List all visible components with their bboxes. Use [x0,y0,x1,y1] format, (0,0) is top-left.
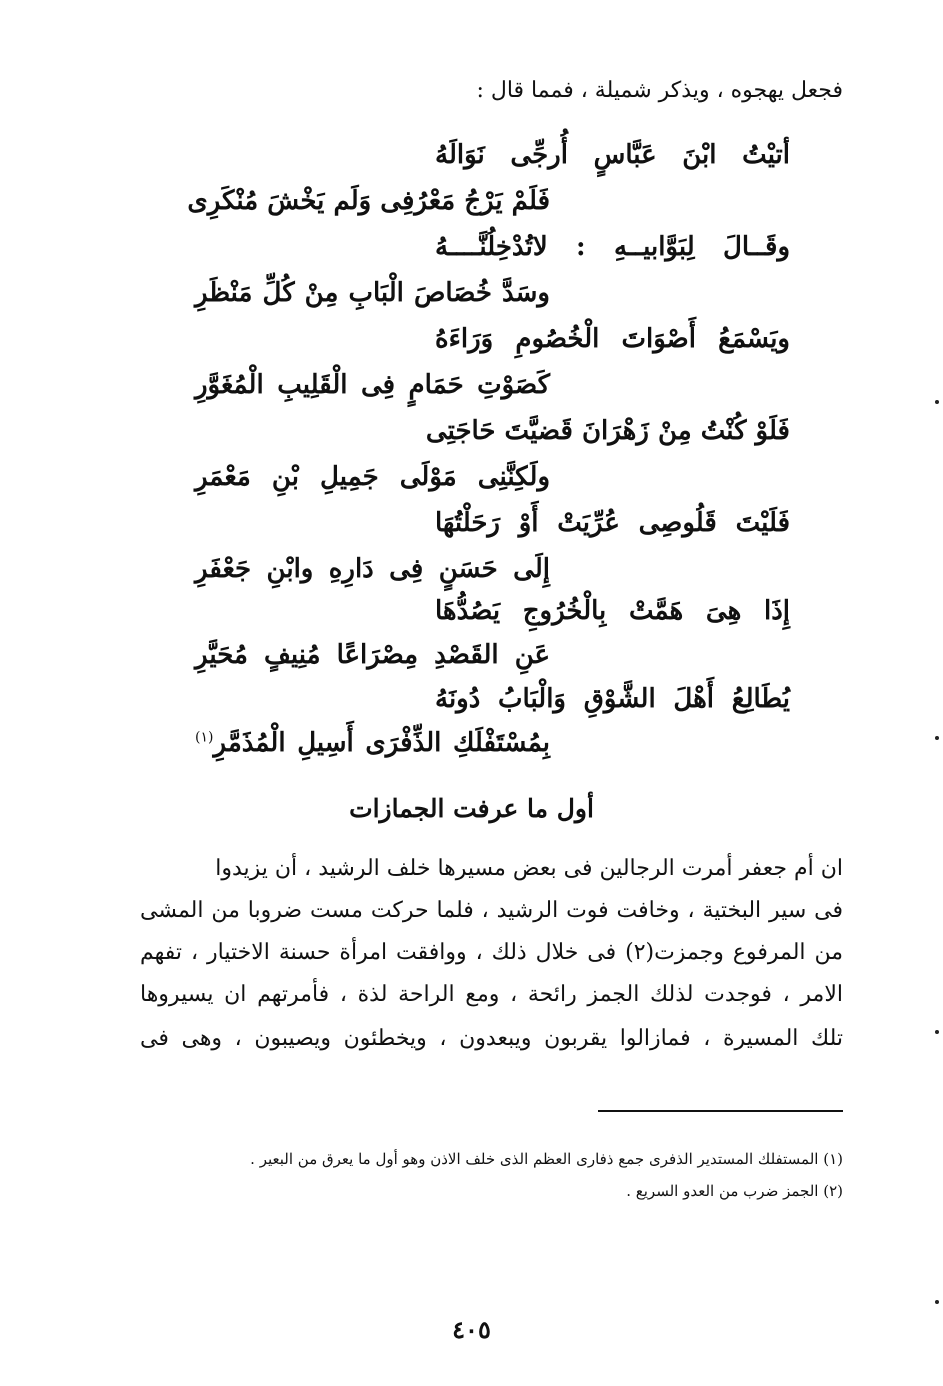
prose-line-5: تلك المسيرة ، فمازالوا يقربون ويبعدون ، ويخطئون ويصيبون ، وهى فى [140,1026,843,1051]
prose-line-2: فى سير البختية ، وخافت فوت الرشيد ، فلما حركت مست ضروبا من المشى [140,898,843,923]
prose-line-3: من المرفوع وجمزت(٢) فى خلال ذلك ، ووافقت امرأة حسنة الاختيار ، تفهم [140,940,843,965]
verse-2-second-hemistich: وسَدَّ خُصَاصَ الْبَابِ مِنْ كُلِّ مَنْظَرِ [195,278,550,308]
section-heading: أول ما عرفت الجمازات [349,794,594,823]
verse-5-first-hemistich: فَلَيْتَ قَلُوصِى عُرِّيَتْ أَوْ رَحَلْتُهَا [435,508,790,538]
scan-speck [935,736,939,740]
verse-4-second-hemistich: ولَكِنَّنِى مَوْلَى جَمِيلِ بْنِ مَعْمَرِ [195,462,550,492]
verse-1-second-hemistich: فَلَمْ يَرْجُ مَعْرُفِى وَلَم يَخْشَ مُنْكَرِى [187,186,550,216]
verse-7-second-text: بِمُسْتَفْلَكِ الذِّفْرَى أَسِيلِ الْمُذَمَّرِ [213,728,550,758]
footnote-1: (١) المستفلك المستدير الذفرى جمع ذفارى العظم الذى خلف الاذن وهو أول ما يعرق من البعير . [250,1150,843,1168]
footnote-separator [598,1110,843,1112]
prose-line-1: ان أم جعفر أمرت الرجالين فى بعض مسيرها خلف الرشيد ، أن يزيدوا [215,856,843,881]
intro-line: فجعل يهجوه ، ويذكر شميلة ، فمما قال : [476,78,843,103]
verse-6-first-hemistich: إِذَا هِىَ هَمَّتْ بِالْخُرُوجِ يَصُدُّهَا [435,596,790,626]
verse-4-first-hemistich: فَلَوْ كُنْتُ مِنْ زَهْرَانَ قَضيَّتَ حَاجَتِى [425,416,790,446]
verse-6-second-hemistich: عَنِ القَصْدِ مِصْرَاعًا مُنِيفٍ مُحَيَّرِ [195,640,550,670]
footnote-marker-1: (١) [195,729,214,746]
scan-speck [935,400,939,404]
verse-2-first-hemistich: وقَــالَ لِبَوَّابيــهِ : لاتُدْخِلُنَّــــهُ [435,232,790,262]
scan-speck [935,1300,939,1304]
scan-speck [935,1030,939,1034]
page-number: ٤٠٥ [452,1315,491,1344]
verse-3-second-hemistich: كَصَوْتِ حَمَامٍ فِى الْقَلِيبِ الْمُغَوَّرِ [195,370,550,400]
prose-line-4: الامر ، فوجدت لذلك الجمز رائحة ، ومع الراحة لذة ، فأمرتهم ان يسيروها [140,982,843,1007]
verse-5-second-hemistich: إِلَى حَسَنٍ فِى دَارِهِ وابْنِ جَعْفَرِ [195,554,550,584]
verse-7-first-hemistich: يُطَالِعُ أَهْلَ الشَّوْقِ وَالْبَابُ دُونَهُ [435,684,790,714]
verse-3-first-hemistich: ويَسْمَعُ أَصْوَاتَ الْخُصُومِ وَرَاءَهُ [435,324,790,354]
verse-7-second-hemistich [195,728,550,758]
verse-1-first-hemistich: أتيْتُ ابْنَ عَبَّاسٍ أُرجِّى نَوَالَهُ [435,140,790,170]
footnote-2: (٢) الجمز ضرب من العدو السريع . [626,1182,843,1200]
